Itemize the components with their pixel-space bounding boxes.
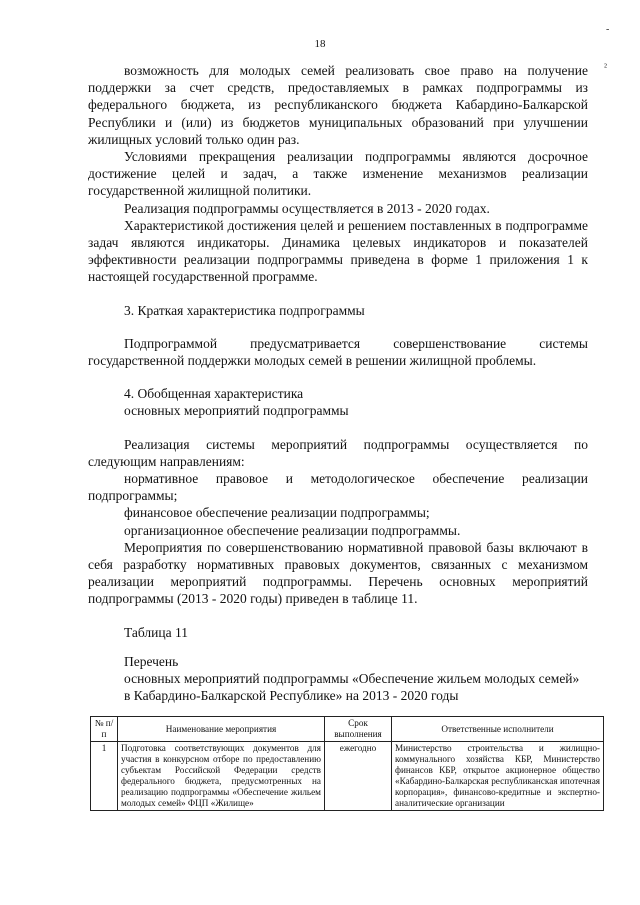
paragraph-intro-2: Условиями прекращения реализации подпрограммы являются досрочное достижение целей и задач, а также изменение механизмов реализации государственной жилищной политики. xyxy=(88,149,588,199)
section-4-heading-line-2: основных мероприятий подпрограммы xyxy=(124,403,349,419)
paragraph-intro-1: возможность для молодых семей реализовать свое право на получение поддержки за счет средств, предоставляемых в рамках подпрограммы из федерального бюджета, из республиканского бюджета Кабардино-Балкарской Республики и (или) из бюджетов муниципальных образований при улучшении жилищных условий только один раз. xyxy=(88,63,588,147)
table-title-line-1: Перечень xyxy=(124,653,179,669)
header-responsible: Ответственные исполнители xyxy=(392,717,604,742)
margin-mark-right: ² xyxy=(604,62,607,73)
cell-responsible: Министерство строительства и жилищно-коммунального хозяйства КБР, Министерство финансов КБР, открытое акционерное общество «Кабардино-Балкарская республиканская ипотечная корпорация», финансово-кредитные и экспертно-аналитические организации xyxy=(392,742,604,811)
section-4-paragraph-3: финансовое обеспечение реализации подпрограммы; xyxy=(124,505,430,521)
cell-name: Подготовка соответствующих документов для участия в конкурсном отборе по предоставлению субъектам Российской Федерации средств федерального бюджета, предусмотренных на реализацию подпрограммы «Обеспечение жильем молодых семей» ФЦП «Жилище» xyxy=(118,742,325,811)
section-4-paragraph-1: Реализация системы мероприятий подпрограммы осуществляется по следующим направлениям: xyxy=(88,436,588,469)
margin-mark-top: - xyxy=(606,24,610,35)
table-row xyxy=(91,742,604,811)
cell-num: 1 xyxy=(91,742,118,811)
section-3-text: Подпрограммой предусматривается совершенствование системы государственной поддержки молодых семей в решении жилищной проблемы. xyxy=(88,335,588,369)
paragraph-intro-3: Реализация подпрограммы осуществляется в 2013 - 2020 годах. xyxy=(124,200,490,216)
table-title-line-3: в Кабардино-Балкарской Республике» на 2013 - 2020 годы xyxy=(124,688,459,704)
header-num: № п/п xyxy=(91,717,118,742)
section-4-paragraph-4: организационное обеспечение реализации подпрограммы. xyxy=(124,522,461,538)
header-name: Наименование мероприятия xyxy=(118,717,325,742)
table-caption: Таблица 11 xyxy=(124,624,188,640)
cell-term: ежегодно xyxy=(325,742,392,811)
section-4-paragraph-5: Мероприятия по совершенствованию нормативной правовой базы включают в себя разработку нормативных правовых документов, связанных с механизмом реализации мероприятий подпрограммы. Перечень основных мероприятий подпрограммы (2013 - 2020 годы) приведен в таблице 11. xyxy=(88,539,588,607)
header-term: Срок выполнения xyxy=(325,717,392,742)
page-number: 18 xyxy=(314,38,326,50)
measures-table xyxy=(90,716,604,811)
section-4-paragraph-2: нормативное правовое и методологическое обеспечение реализации подпрограммы; xyxy=(88,471,588,504)
section-3-heading: 3. Краткая характеристика подпрограммы xyxy=(124,302,365,318)
table-title-line-2: основных мероприятий подпрограммы «Обеспечение жильем молодых семей» xyxy=(124,671,580,687)
document-body xyxy=(88,62,588,705)
paragraph-intro-4: Характеристикой достижения целей и решением поставленных в подпрограмме задач являются индикаторы. Динамика целевых индикаторов и показателей эффективности реализации подпрограммы приведена в форме 1 приложения 1 к настоящей государственной программе. xyxy=(88,217,588,285)
table-header-row xyxy=(91,717,604,742)
section-4-heading-line-1: 4. Обобщенная характеристика xyxy=(124,386,304,402)
